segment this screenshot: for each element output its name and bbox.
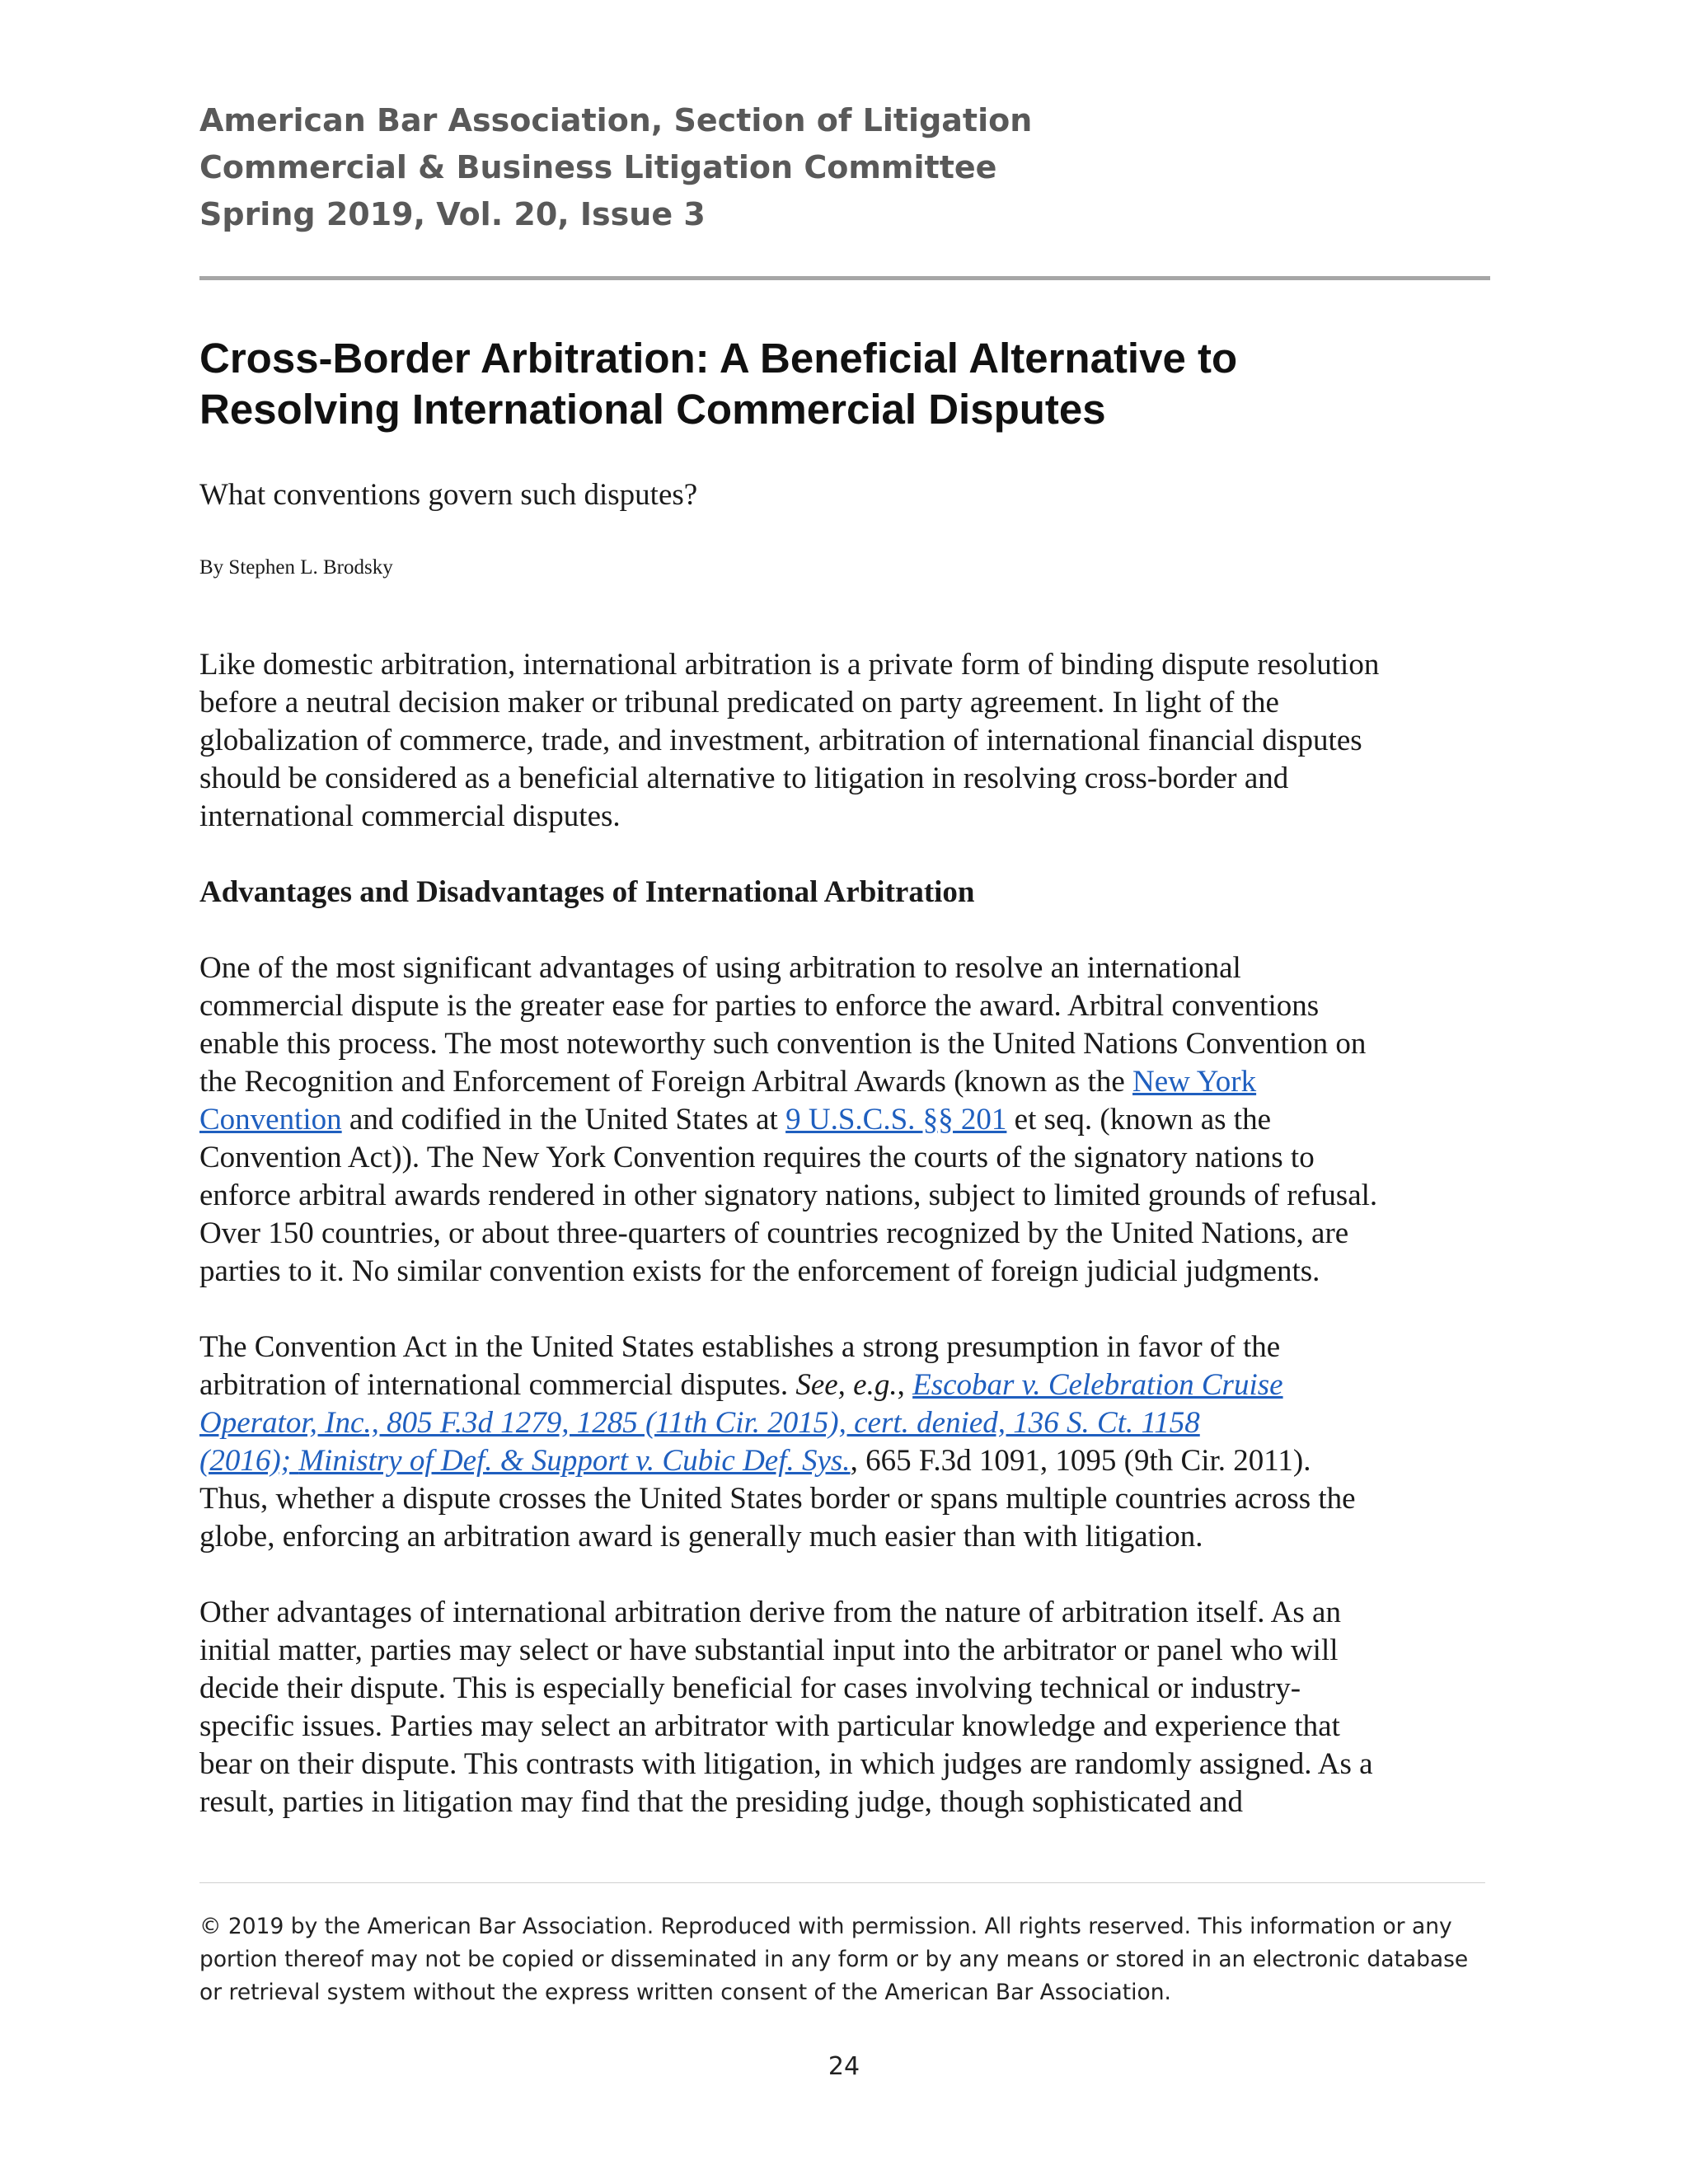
text-line	[199, 1366, 1518, 1404]
article-title	[199, 333, 1502, 435]
text-line: before a neutral decision maker or tribunal predicated on party agreement. In light of the	[199, 686, 1279, 719]
escobar-case-link-end[interactable]: (2016);	[199, 1444, 299, 1478]
text-line: specific issues. Parties may select an arbitrator with particular knowledge and experience that	[199, 1709, 1340, 1743]
text-line	[199, 1442, 1518, 1480]
text-line: international commercial disputes.	[199, 799, 621, 833]
text-line: result, parties in litigation may find that the presiding judge, though sophisticated and	[199, 1785, 1243, 1819]
ministry-of-defense-case-link[interactable]: Ministry of Def. & Support v. Cubic Def. Sys.	[298, 1444, 851, 1478]
text-segment: ,	[897, 1368, 913, 1402]
title-line-1: Cross-Border Arbitration: A Beneficial Alternative to	[199, 335, 1238, 382]
title-line-2: Resolving International Commercial Disputes	[199, 386, 1106, 433]
paragraph-intro	[199, 646, 1518, 836]
text-line: enforce arbitral awards rendered in other signatory nations, subject to limited grounds of refusal.	[199, 1179, 1378, 1212]
text-line: globe, enforcing an arbitration award is generally much easier than with litigation.	[199, 1520, 1203, 1554]
footer-divider	[199, 1882, 1485, 1883]
escobar-case-link[interactable]: Escobar v. Celebration Cruise	[912, 1368, 1283, 1402]
text-line: bear on their dispute. This contrasts with litigation, in which judges are randomly assigned. As a	[199, 1747, 1373, 1781]
text-line: enable this process. The most noteworthy such convention is the United Nations Convention on	[199, 1027, 1367, 1061]
text-line	[199, 1063, 1518, 1101]
text-line: parties to it. No similar convention exists for the enforcement of foreign judicial judgments.	[199, 1254, 1320, 1288]
text-line	[199, 1404, 1518, 1442]
paragraph-conventions	[199, 949, 1518, 1291]
new-york-convention-link[interactable]: New York	[1132, 1065, 1257, 1099]
section-heading: Advantages and Disadvantages of International Arbitration	[199, 875, 975, 909]
copyright-line: © 2019 by the American Bar Association. Reproduced with permission. All rights reserved. This information or any	[199, 1914, 1452, 1939]
copyright-line: or retrieval system without the express written consent of the American Bar Association.	[199, 1980, 1171, 2005]
escobar-case-link-cont[interactable]: Operator, Inc., 805 F.3d 1279, 1285 (11th Cir. 2015), cert. denied, 136 S. Ct. 1158	[199, 1406, 1200, 1440]
header-issue: Spring 2019, Vol. 20, Issue 3	[199, 196, 706, 232]
paragraph-convention-act	[199, 1329, 1518, 1556]
text-segment: arbitration of international commercial disputes.	[199, 1368, 796, 1402]
header-section: American Bar Association, Section of Litigation	[199, 102, 1033, 138]
text-line: Over 150 countries, or about three-quarters of countries recognized by the United Nations, are	[199, 1216, 1349, 1250]
text-segment: et seq. (known as the	[1006, 1103, 1271, 1137]
text-segment: , 665 F.3d 1091, 1095 (9th Cir. 2011).	[850, 1444, 1311, 1478]
page-number: 24	[828, 2052, 860, 2081]
copyright-line: portion thereof may not be copied or disseminated in any form or by any means or stored in an electronic database	[199, 1947, 1469, 1972]
text-line: Like domestic arbitration, international arbitration is a private form of binding dispute resolution	[199, 648, 1380, 682]
text-line: initial matter, parties may select or have substantial input into the arbitrator or panel who will	[199, 1633, 1339, 1667]
text-segment: and codified in the United States at	[341, 1103, 786, 1137]
header-divider	[199, 276, 1490, 280]
citation-signal: See, e.g.	[795, 1368, 898, 1402]
copyright-notice	[199, 1910, 1518, 2009]
article-body	[199, 646, 1518, 1859]
text-line	[199, 1101, 1518, 1139]
text-line: Thus, whether a dispute crosses the United States border or spans multiple countries across the	[199, 1482, 1356, 1516]
text-segment: the Recognition and Enforcement of Foreign Arbitral Awards (known as the	[199, 1065, 1133, 1099]
text-line: The Convention Act in the United States establishes a strong presumption in favor of the	[199, 1330, 1281, 1364]
new-york-convention-link-cont[interactable]: Convention	[199, 1103, 342, 1137]
text-line: should be considered as a beneficial alternative to litigation in resolving cross-border and	[199, 762, 1289, 795]
text-line: Other advantages of international arbitration derive from the nature of arbitration itself. As an	[199, 1596, 1341, 1629]
paragraph-other-advantages	[199, 1594, 1518, 1821]
text-line: Convention Act)). The New York Convention requires the courts of the signatory nations to	[199, 1141, 1315, 1174]
article-byline: By Stephen L. Brodsky	[199, 556, 393, 579]
usc-201-link[interactable]: 9 U.S.C.S. §§ 201	[785, 1103, 1007, 1137]
text-line: One of the most significant advantages of using arbitration to resolve an international	[199, 951, 1241, 985]
text-line: globalization of commerce, trade, and investment, arbitration of international financial disputes	[199, 724, 1362, 757]
article-subtitle: What conventions govern such disputes?	[199, 478, 698, 512]
text-line: commercial dispute is the greater ease for parties to enforce the award. Arbitral conventions	[199, 989, 1320, 1023]
header-committee: Commercial & Business Litigation Committee	[199, 149, 997, 185]
publication-header	[199, 97, 1493, 238]
text-line: decide their dispute. This is especially beneficial for cases involving technical or industry-	[199, 1671, 1301, 1705]
